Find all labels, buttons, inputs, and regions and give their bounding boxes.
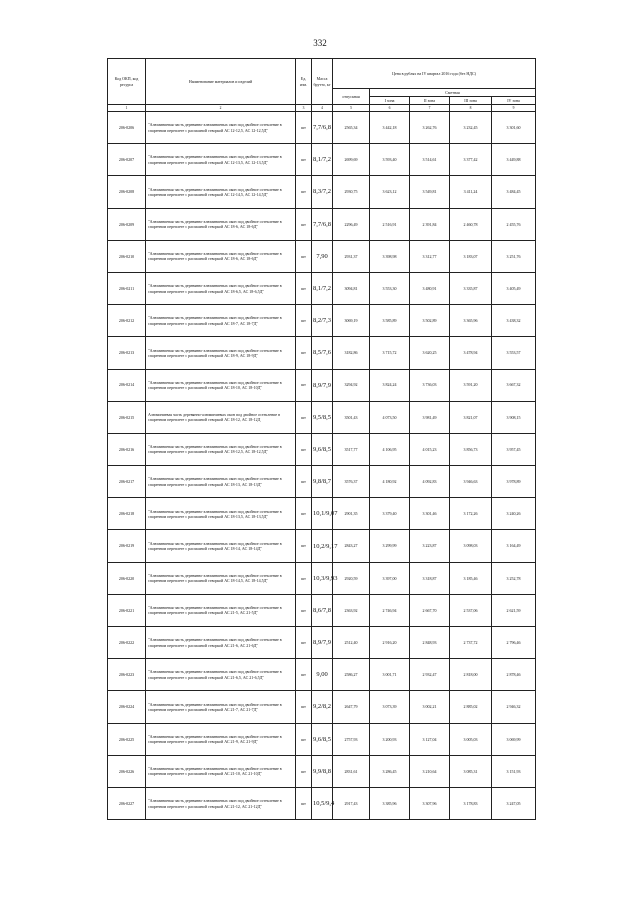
cell-release-price: 2699,69 — [333, 144, 370, 176]
cell-mass: 8,5/7,6 — [312, 337, 333, 369]
cell-zone-3-price: 2 818,00 — [450, 659, 492, 691]
header-name: Наименование материалов и изделий — [146, 59, 296, 105]
cell-mass: 8,6/7,8 — [312, 594, 333, 626]
cell-mass: 9,2/8,2 — [312, 691, 333, 723]
table-row — [108, 176, 536, 208]
cell-unit: шт — [296, 337, 312, 369]
cell-code: 206-0210 — [108, 240, 146, 272]
cell-zone-1-price: 4 180,92 — [370, 466, 410, 498]
cell-name: "Алюминиевая часть деревянно-алюминиевых окон под двойное остекление в спаренном переплете с распашной створкой АС 21-7, АС 21-7Д" — [146, 691, 296, 723]
cell-name: "Алюминиевая часть деревянно-алюминиевых окон под двойное остекление в спаренном переплете с распашной створкой АС 18-14, АС 18-14Д" — [146, 530, 296, 562]
cell-name: "Алюминиевая часть деревянно-алюминиевых окон под двойное остекление в спаренном переплете с распашной створкой АС 18-6, АС 18-6Д" — [146, 240, 296, 272]
cell-unit: шт — [296, 433, 312, 465]
cell-zone-1-price: 3 397,00 — [370, 562, 410, 594]
cell-zone-1-price: 2 516,91 — [370, 208, 410, 240]
cell-code: 206-0225 — [108, 723, 146, 755]
cell-zone-2-price: 3 981,49 — [410, 401, 450, 433]
table-row — [108, 562, 536, 594]
cell-zone-3-price: 3 856,73 — [450, 433, 492, 465]
cell-unit: шт — [296, 787, 312, 819]
cell-name: Алюминиевая часть деревянно-алюминиевых окон под двойное остекление в спаренном переплете с распашной створкой АС 18-12, АС 18-12Д — [146, 401, 296, 433]
cell-code: 206-0222 — [108, 627, 146, 659]
header-release: отпускная — [333, 89, 370, 105]
header-zone-4: IV зона — [492, 97, 536, 105]
table-row — [108, 466, 536, 498]
cell-zone-2-price: 3 262,76 — [410, 112, 450, 144]
cell-zone-3-price: 3 335,87 — [450, 272, 492, 304]
cell-unit: шт — [296, 530, 312, 562]
cell-name: "Алюминиевая часть деревянно-алюминиевых окон под двойное остекление в спаренном переплете с распашной створкой АС 18-13,5, АС 18-13,5Д" — [146, 498, 296, 530]
column-number: 3 — [296, 105, 312, 112]
cell-zone-4-price: 3 978,89 — [492, 466, 536, 498]
cell-unit: шт — [296, 659, 312, 691]
cell-zone-2-price: 4 092,83 — [410, 466, 450, 498]
cell-release-price: 3094,81 — [333, 272, 370, 304]
cell-zone-2-price: 3 002,21 — [410, 691, 450, 723]
cell-mass: 10,1/9,07 — [312, 498, 333, 530]
cell-zone-1-price: 3 824,24 — [370, 369, 410, 401]
cell-zone-1-price: 3 715,72 — [370, 337, 410, 369]
cell-mass: 8,3/7,2 — [312, 176, 333, 208]
cell-zone-4-price: 3 957,45 — [492, 433, 536, 465]
cell-zone-3-price: 2 537,06 — [450, 594, 492, 626]
cell-zone-2-price: 3 312,77 — [410, 240, 450, 272]
cell-mass: 8,9/7,9 — [312, 369, 333, 401]
table-row — [108, 337, 536, 369]
table-row — [108, 659, 536, 691]
column-number-row — [108, 105, 536, 112]
header-price-title: Цена в рублях на IV квартал 2016 года (без НДС) — [333, 59, 536, 89]
cell-zone-3-price: 3 411,24 — [450, 176, 492, 208]
cell-zone-1-price: 2 916,20 — [370, 627, 410, 659]
cell-mass: 8,1/7,2 — [312, 144, 333, 176]
cell-unit: шт — [296, 498, 312, 530]
cell-zone-3-price: 3 098,03 — [450, 530, 492, 562]
cell-unit: шт — [296, 401, 312, 433]
column-number: 8 — [450, 105, 492, 112]
cell-unit: шт — [296, 240, 312, 272]
cell-code: 206-0217 — [108, 466, 146, 498]
cell-zone-2-price: 3 480,91 — [410, 272, 450, 304]
cell-mass: 9,6/8,5 — [312, 723, 333, 755]
cell-zone-1-price: 3 585,89 — [370, 305, 410, 337]
header-unit: Ед. изм. — [296, 59, 312, 105]
cell-zone-2-price: 3 223,87 — [410, 530, 450, 562]
cell-release-price: 2565,34 — [333, 112, 370, 144]
cell-zone-4-price: 3 405,49 — [492, 272, 536, 304]
cell-zone-1-price: 3 299,99 — [370, 530, 410, 562]
cell-zone-3-price: 3 478,94 — [450, 337, 492, 369]
table-row — [108, 787, 536, 819]
cell-name: "Алюминиевая часть деревянно-алюминиевых окон под двойное остекление в спаренном переплете с распашной створкой АС 12-14,5, АС 12-14,5Д" — [146, 176, 296, 208]
cell-zone-3-price: 2 460,78 — [450, 208, 492, 240]
cell-release-price: 2512,40 — [333, 627, 370, 659]
cell-unit: шт — [296, 627, 312, 659]
cell-unit: шт — [296, 691, 312, 723]
cell-code: 206-0207 — [108, 144, 146, 176]
cell-zone-1-price: 3 553,30 — [370, 272, 410, 304]
cell-code: 206-0212 — [108, 305, 146, 337]
cell-zone-4-price: 2 455,76 — [492, 208, 536, 240]
column-number: 2 — [146, 105, 296, 112]
cell-name: "Алюминиевая часть деревянно-алюминиевых окон под двойное остекление в спаренном переплете с распашной створкой АС 18-6,5, АС 18-6,5Д" — [146, 272, 296, 304]
cell-zone-2-price: 3 127,04 — [410, 723, 450, 755]
cell-unit: шт — [296, 208, 312, 240]
cell-unit: шт — [296, 594, 312, 626]
table-row — [108, 240, 536, 272]
cell-zone-4-price: 2 878,46 — [492, 659, 536, 691]
cell-zone-3-price: 3 005,03 — [450, 723, 492, 755]
cell-mass: 9,8/8,7 — [312, 466, 333, 498]
cell-zone-3-price: 3 821,07 — [450, 401, 492, 433]
cell-zone-4-price: 3 069,99 — [492, 723, 536, 755]
table-row — [108, 112, 536, 144]
table-row — [108, 305, 536, 337]
cell-mass: 8,2/7,3 — [312, 305, 333, 337]
cell-zone-4-price: 3 240,26 — [492, 498, 536, 530]
cell-unit: шт — [296, 144, 312, 176]
cell-zone-3-price: 3 377,42 — [450, 144, 492, 176]
table-row — [108, 433, 536, 465]
cell-zone-2-price: 3 210,64 — [410, 755, 450, 787]
cell-code: 206-0206 — [108, 112, 146, 144]
cell-zone-4-price: 3 667,32 — [492, 369, 536, 401]
cell-unit: шт — [296, 562, 312, 594]
header-zone-2: II зона — [410, 97, 450, 105]
cell-release-price: 2930,75 — [333, 176, 370, 208]
cell-mass: 7,7/6,8 — [312, 112, 333, 144]
cell-zone-1-price: 3 286,45 — [370, 755, 410, 787]
cell-zone-4-price: 3 151,93 — [492, 755, 536, 787]
cell-name: "Алюминиевая часть деревянно-алюминиевых окон под двойное остекление в спаренном переплете с распашной створкой АС 18-14,5, АС 18-14,5Д" — [146, 562, 296, 594]
cell-code: 206-0214 — [108, 369, 146, 401]
cell-zone-3-price: 3 232,45 — [450, 112, 492, 144]
cell-release-price: 3294,92 — [333, 369, 370, 401]
cell-name: "Алюминиевая часть деревянно-алюминиевых окон под двойное остекление в спаренном переплете с распашной створкой АС 18-7, АС 18-7Д" — [146, 305, 296, 337]
header-estimate: Сметная — [370, 89, 536, 97]
cell-zone-3-price: 3 183,07 — [450, 240, 492, 272]
cell-zone-2-price: 2 848,93 — [410, 627, 450, 659]
cell-zone-3-price: 3 085,31 — [450, 755, 492, 787]
cell-release-price: 2757,93 — [333, 723, 370, 755]
cell-mass: 8,9/7,9 — [312, 627, 333, 659]
cell-code: 206-0209 — [108, 208, 146, 240]
cell-code: 206-0220 — [108, 562, 146, 594]
cell-zone-2-price: 2 932,47 — [410, 659, 450, 691]
cell-name: "Алюминиевая часть деревянно-алюминиевых окон под двойное остекление в спаренном переплете с распашной створкой АС 18-10, АС 18-10Д" — [146, 369, 296, 401]
header-zone-3: III зона — [450, 97, 492, 105]
cell-zone-4-price: 3 247,05 — [492, 787, 536, 819]
cell-release-price: 2296,49 — [333, 208, 370, 240]
cell-mass: 9,5/8,5 — [312, 401, 333, 433]
cell-name: "Алюминиевая часть деревянно-алюминиевых окон под двойное остекление в спаренном переплете с распашной створкой АС 21-12, АС 21-12Д" — [146, 787, 296, 819]
cell-code: 206-0224 — [108, 691, 146, 723]
cell-release-price: 2831,61 — [333, 755, 370, 787]
cell-code: 206-0218 — [108, 498, 146, 530]
cell-unit: шт — [296, 755, 312, 787]
cell-zone-2-price: 3 301,46 — [410, 498, 450, 530]
cell-code: 206-0223 — [108, 659, 146, 691]
cell-code: 206-0213 — [108, 337, 146, 369]
cell-zone-4-price: 2 796,46 — [492, 627, 536, 659]
cell-code: 206-0227 — [108, 787, 146, 819]
cell-name: "Алюминиевая часть деревянно-алюминиевых окон под двойное остекление в спаренном переплете с распашной створкой АС 18-9, АС 18-9Д" — [146, 337, 296, 369]
header-mass: Масса брутто, кг — [312, 59, 333, 105]
cell-mass: 9,9/8,8 — [312, 755, 333, 787]
cell-name: "Алюминиевая часть деревянно-алюминиевых окон под двойное остекление в спаренном переплете с распашной створкой АС 18-6, АС 18-6Д" — [146, 208, 296, 240]
cell-code: 206-0215 — [108, 401, 146, 433]
cell-zone-1-price: 3 001,71 — [370, 659, 410, 691]
cell-zone-1-price: 4 073,50 — [370, 401, 410, 433]
column-number: 1 — [108, 105, 146, 112]
cell-zone-3-price: 2 737,72 — [450, 627, 492, 659]
cell-code: 206-0221 — [108, 594, 146, 626]
cell-unit: шт — [296, 305, 312, 337]
cell-name: "Алюминиевая часть деревянно-алюминиевых окон под двойное остекление в спаренном переплете с распашной створкой АС 21-6, АС 21-6Д" — [146, 627, 296, 659]
cell-mass: 8,1/7,2 — [312, 272, 333, 304]
cell-code: 206-0216 — [108, 433, 146, 465]
cell-name: "Алюминиевая часть деревянно-алюминиевых окон под двойное остекление в спаренном переплете с распашной створкой АС 21-6,5, АС 21-6,5Д" — [146, 659, 296, 691]
cell-release-price: 2931,37 — [333, 240, 370, 272]
cell-zone-4-price: 3 252,78 — [492, 562, 536, 594]
table-row — [108, 369, 536, 401]
cell-zone-1-price: 3 200,93 — [370, 723, 410, 755]
cell-release-price: 2647,79 — [333, 691, 370, 723]
cell-unit: шт — [296, 112, 312, 144]
cell-zone-1-price: 3 623,12 — [370, 176, 410, 208]
cell-release-price: 2586,27 — [333, 659, 370, 691]
cell-zone-2-price: 2 667,70 — [410, 594, 450, 626]
header-zone-1: I зона — [370, 97, 410, 105]
table-row — [108, 144, 536, 176]
cell-zone-1-price: 3 379,40 — [370, 498, 410, 530]
cell-zone-1-price: 3 073,39 — [370, 691, 410, 723]
cell-zone-4-price: 3 301,60 — [492, 112, 536, 144]
cell-zone-4-price: 3 484,45 — [492, 176, 536, 208]
cell-zone-2-price: 3 514,61 — [410, 144, 450, 176]
cell-zone-4-price: 3 553,57 — [492, 337, 536, 369]
cell-unit: шт — [296, 369, 312, 401]
cell-code: 206-0208 — [108, 176, 146, 208]
cell-zone-2-price: 3 502,89 — [410, 305, 450, 337]
cell-zone-4-price: 2 946,32 — [492, 691, 536, 723]
cell-zone-2-price: 2 391,84 — [410, 208, 450, 240]
table-row — [108, 530, 536, 562]
table-row — [108, 627, 536, 659]
cell-name: "Алюминиевая часть деревянно-алюминиевых окон под двойное остекление в спаренном переплете с распашной створкой АС 12-13,5, АС 12-13,5Д" — [146, 144, 296, 176]
cell-zone-2-price: 4 015,23 — [410, 433, 450, 465]
table-row — [108, 755, 536, 787]
cell-zone-1-price: 3 385,96 — [370, 787, 410, 819]
cell-zone-4-price: 3 251,76 — [492, 240, 536, 272]
cell-mass: 10,5/9,4 — [312, 787, 333, 819]
cell-release-price: 2920,59 — [333, 562, 370, 594]
cell-release-price: 3069,19 — [333, 305, 370, 337]
cell-release-price: 2843,27 — [333, 530, 370, 562]
column-number: 5 — [333, 105, 370, 112]
cell-zone-3-price: 2 885,02 — [450, 691, 492, 723]
cell-mass: 9,00 — [312, 659, 333, 691]
table-header — [108, 59, 536, 112]
cell-unit: шт — [296, 723, 312, 755]
column-number: 7 — [410, 105, 450, 112]
cell-release-price: 2901,35 — [333, 498, 370, 530]
table-body — [108, 112, 536, 820]
cell-unit: шт — [296, 176, 312, 208]
table-row — [108, 401, 536, 433]
column-number: 6 — [370, 105, 410, 112]
cell-name: "Алюминиевая часть деревянно-алюминиевых окон под двойное остекление в спаренном переплете с распашной створкой АС 18-13, АС 18-13Д" — [146, 466, 296, 498]
cell-zone-2-price: 3 620,25 — [410, 337, 450, 369]
cell-zone-2-price: 3 307,96 — [410, 787, 450, 819]
cell-release-price: 3517,77 — [333, 433, 370, 465]
cell-code: 206-0226 — [108, 755, 146, 787]
cell-zone-4-price: 2 621,59 — [492, 594, 536, 626]
cell-mass: 9,6/8,5 — [312, 433, 333, 465]
cell-zone-4-price: 3 438,32 — [492, 305, 536, 337]
cell-zone-1-price: 2 746,94 — [370, 594, 410, 626]
table-row — [108, 208, 536, 240]
cell-mass: 10,2/9,17 — [312, 530, 333, 562]
cell-zone-2-price: 3 736,03 — [410, 369, 450, 401]
cell-name: "Алюминиевая часть деревянно-алюминиевых окон под двойное остекление в спаренном переплете с распашной створкой АС 21-5, АС 21-5Д" — [146, 594, 296, 626]
cell-code: 206-0211 — [108, 272, 146, 304]
cell-zone-1-price: 3 398,98 — [370, 240, 410, 272]
cell-zone-4-price: 3 908,15 — [492, 401, 536, 433]
cell-zone-1-price: 4 106,95 — [370, 433, 410, 465]
cell-mass: 10,3/9,93 — [312, 562, 333, 594]
cell-release-price: 3576,37 — [333, 466, 370, 498]
cell-name: "Алюминиевая часть деревянно-алюминиевых окон под двойное остекление в спаренном переплете с распашной створкой АС 18-12,5, АС 18-12,5Д" — [146, 433, 296, 465]
page-number: 332 — [313, 38, 327, 48]
cell-mass: 7,7/6,8 — [312, 208, 333, 240]
table-row — [108, 594, 536, 626]
table-row — [108, 691, 536, 723]
cell-unit: шт — [296, 466, 312, 498]
cell-name: "Алюминиевая часть деревянно-алюминиевых окон под двойное остекление в спаренном переплете с распашной створкой АС 21-9, АС 21-9Д" — [146, 723, 296, 755]
cell-code: 206-0219 — [108, 530, 146, 562]
cell-mass: 7,90 — [312, 240, 333, 272]
cell-zone-3-price: 3 946,63 — [450, 466, 492, 498]
cell-release-price: 2363,92 — [333, 594, 370, 626]
header-code: Код ОКП, код ресурса — [108, 59, 146, 105]
cell-zone-1-price: 3 442,18 — [370, 112, 410, 144]
price-table — [107, 58, 536, 820]
cell-zone-1-price: 3 593,40 — [370, 144, 410, 176]
cell-release-price: 3501,43 — [333, 401, 370, 433]
cell-unit: шт — [296, 272, 312, 304]
table-row — [108, 498, 536, 530]
cell-zone-3-price: 3 178,83 — [450, 787, 492, 819]
cell-zone-2-price: 3 318,87 — [410, 562, 450, 594]
cell-zone-3-price: 3 591,20 — [450, 369, 492, 401]
cell-zone-3-price: 3 185,46 — [450, 562, 492, 594]
column-number: 4 — [312, 105, 333, 112]
cell-zone-3-price: 3 365,96 — [450, 305, 492, 337]
cell-zone-2-price: 3 549,81 — [410, 176, 450, 208]
table-row — [108, 272, 536, 304]
cell-zone-4-price: 3 164,49 — [492, 530, 536, 562]
cell-name: "Алюминиевая часть деревянно-алюминиевых окон под двойное остекление в спаренном переплете с распашной створкой АС 21-10, АС 21-10Д" — [146, 755, 296, 787]
cell-name: "Алюминиевая часть деревянно-алюминиевых окон под двойное остекление в спаренном переплете с распашной створкой АС 12-12,5, АС 12-12,5Д" — [146, 112, 296, 144]
cell-release-price: 2917,43 — [333, 787, 370, 819]
table-row — [108, 723, 536, 755]
cell-zone-4-price: 3 449,88 — [492, 144, 536, 176]
column-number: 9 — [492, 105, 536, 112]
cell-zone-3-price: 3 172,26 — [450, 498, 492, 530]
cell-release-price: 3182,86 — [333, 337, 370, 369]
